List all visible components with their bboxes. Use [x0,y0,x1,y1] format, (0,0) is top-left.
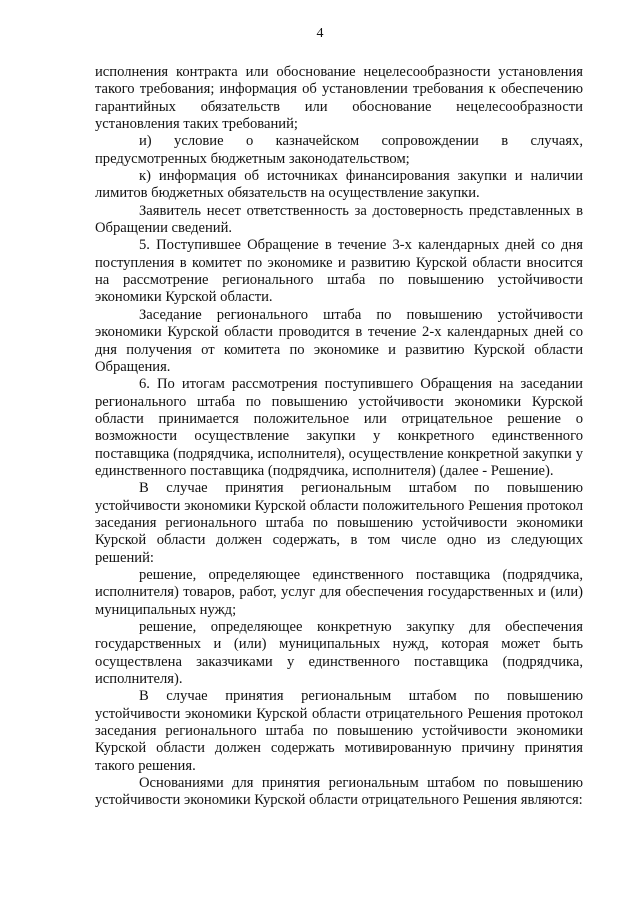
paragraph-section-6: 6. По итогам рассмотрения поступившего Обращения на заседании регионального штаба по повышению устойчивости экономики Курской области принимается положительное или отрицательное решение о возможности осуществление закупки у конкретного единственного поставщика (подрядчика, исполнителя), осуществление конкретной закупки у единственного поставщика (подрядчика, исполнителя) (далее - Решение). [95,376,583,479]
paragraph-grounds: Основаниями для принятия региональным штабом по повышению устойчивости экономики Курской области отрицательного Решения являются: [95,775,583,809]
paragraph-positive-decision: В случае принятия региональным штабом по повышению устойчивости экономики Курской области положительного Решения протокол заседания регионального штаба по повышению устойчивости экономики Курской области должен содержать, в том числе одно из следующих решений: [95,480,583,566]
paragraph-supplier-decision: решение, определяющее единственного поставщика (подрядчика, исполнителя) товаров, работ, услуг для обеспечения государственных и (или) муниципальных нужд; [95,566,583,618]
paragraph-item-k: к) информация об источниках финансирования закупки и наличии лимитов бюджетных обязательств на осуществление закупки. [95,168,583,202]
paragraph-item-i: и) условие о казначейском сопровождении в случаях, предусмотренных бюджетным законодательством; [95,133,583,167]
paragraph-applicant-responsibility: Заявитель несет ответственность за достоверность представленных в Обращении сведений. [95,202,583,237]
page-number: 4 [316,26,324,41]
paragraph-section-5: 5. Поступившее Обращение в течение 3-х календарных дней со дня поступления в комитет по экономике и развитию Курской области вносится на рассмотрение регионального штаба по повышению устойчивости экономики Курской области. [95,237,583,306]
paragraph-meeting-timing: Заседание регионального штаба по повышению устойчивости экономики Курской области проводится в течение 2-х календарных дней со дня получения от комитета по экономике и развитию Курской области Обращения. [95,306,583,375]
paragraph-contract-execution: исполнения контракта или обоснование нецелесообразности установления такого требования; информация об установлении требования к обеспечению гарантийных обязательств или обоснование нецелесообразности установления таких требований; [95,64,583,133]
paragraph-negative-decision: В случае принятия региональным штабом по повышению устойчивости экономики Курской области отрицательного Решения протокол заседания регионального штаба по повышению устойчивости экономики Курской области должен содержать мотивированную причину принятия такого решения. [95,688,583,774]
document-body [95,64,583,810]
paragraph-procurement-decision: решение, определяющее конкретную закупку для обеспечения государственных и (или) муниципальных нужд, которая может быть осуществлена заказчиками у единственного поставщика (подрядчика, исполнителя). [95,619,583,688]
